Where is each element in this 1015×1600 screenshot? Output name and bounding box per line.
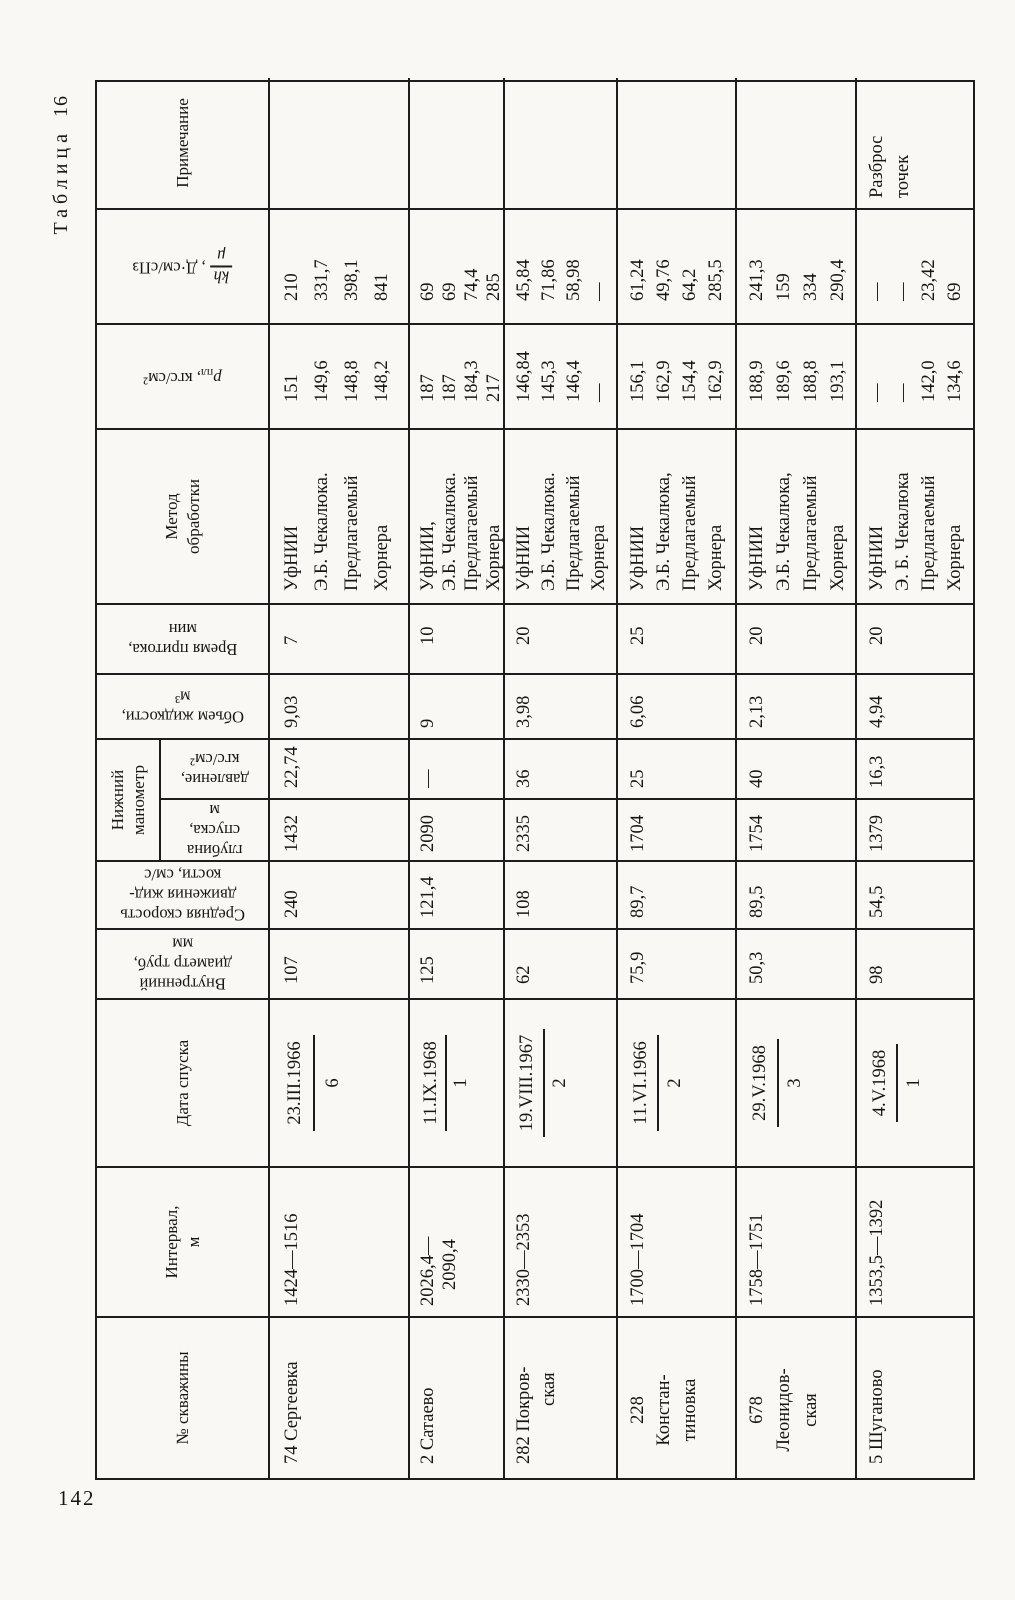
run-date-cell (737, 998, 857, 1166)
cell-line: 228 (628, 1396, 648, 1424)
cell-line: УфНИИ (514, 525, 534, 591)
cell-line: Хорнера (945, 524, 965, 591)
cell-line: 154,4 (680, 360, 700, 402)
cell-line: — (867, 282, 887, 301)
cell-line: 71,86 (539, 259, 559, 301)
pressure-cell (618, 738, 737, 798)
cell-line: 4,94 (867, 695, 887, 728)
interval-cell (737, 1166, 857, 1316)
cell-line: Э.Б. Чекалюка. (440, 472, 460, 591)
cell-line: — (589, 383, 609, 402)
note-cell (505, 78, 618, 208)
depth-cell (270, 798, 410, 860)
cell-line: УфНИИ (747, 525, 767, 591)
cell-line: 69 (440, 282, 460, 301)
cell-line: УфНИИ (282, 525, 302, 591)
interval-cell (270, 1166, 410, 1316)
cell-line: 146,84 (514, 351, 534, 402)
header-text: Метод обработки (162, 479, 203, 554)
diameter-cell (857, 928, 975, 998)
cell-line: точек (893, 154, 913, 198)
cell-line: 1700—1704 (628, 1213, 648, 1306)
volume-cell (857, 673, 975, 738)
cell-line: 64,2 (680, 268, 700, 301)
pressure-cell (505, 738, 618, 798)
cell-line: 45,84 (514, 259, 534, 301)
cell-line: 285,5 (706, 259, 726, 301)
cell-line: 1754 (747, 815, 767, 852)
header-inflow-time (97, 603, 270, 673)
cell-line: Предлагаемый (342, 475, 362, 591)
cell-line: Леонидов- (774, 1368, 794, 1452)
well-name-cell (410, 1316, 505, 1478)
date-fraction (420, 1035, 503, 1131)
header-text: Интервал, м (162, 1205, 203, 1279)
date-value: 11.IX.1968 (420, 1035, 447, 1131)
cell-line: 6,06 (628, 695, 648, 728)
interval-cell (618, 1166, 737, 1316)
cell-line: 210 (282, 273, 302, 301)
cell-line: 2026,4— (418, 1236, 438, 1306)
cell-line: 2090 (418, 815, 438, 852)
table-caption-number: 16 (50, 95, 72, 117)
date-count: 1 (904, 1078, 924, 1088)
time-cell (505, 603, 618, 673)
cell-line: Хорнера (828, 524, 848, 591)
header-reservoir-pressure (97, 323, 270, 428)
cell-line: Предлагаемый (919, 475, 939, 591)
run-date-cell (505, 998, 618, 1166)
cell-line: 334 (801, 273, 821, 301)
header-text: Нижний манометр (107, 765, 148, 835)
p-values-cell (505, 323, 618, 428)
header-text: Примечание (172, 98, 192, 188)
cell-line: 187 (418, 374, 438, 402)
pressure-cell (857, 738, 975, 798)
cell-line: 134,6 (945, 360, 965, 402)
diameter-cell (737, 928, 857, 998)
cell-line: Предлагаемый (462, 475, 482, 591)
cell-line: 69 (418, 282, 438, 301)
time-cell (737, 603, 857, 673)
pressure-cell (737, 738, 857, 798)
volume-cell (270, 673, 410, 738)
date-fraction (747, 1039, 855, 1127)
data-table (95, 80, 975, 1480)
interval-cell (857, 1166, 975, 1316)
interval-cell (410, 1166, 505, 1316)
cell-line: 1424—1516 (282, 1213, 302, 1306)
cell-line: 3,98 (514, 695, 534, 728)
cell-line: Э.Б. Чекалюка, (774, 472, 794, 591)
diameter-cell (410, 928, 505, 998)
cell-line: 107 (282, 956, 302, 984)
well-name-cell (505, 1316, 618, 1478)
cell-line: 1432 (282, 815, 302, 852)
cell-line: 217 (484, 374, 504, 402)
cell-line: — (893, 282, 913, 301)
cell-line: 2335 (514, 815, 534, 852)
date-fraction (867, 1044, 975, 1122)
cell-line: 74 Сергеевка (282, 1361, 302, 1464)
cell-line: 148,8 (342, 360, 362, 402)
cell-line: Предлагаемый (801, 475, 821, 591)
volume-cell (618, 673, 737, 738)
table-caption-word: Таблица (50, 129, 72, 235)
table-caption (50, 95, 73, 235)
date-value: 23.III.1966 (280, 1035, 315, 1130)
header-text-vertical: глубина спуска, м (186, 801, 243, 860)
cell-line: 10 (418, 626, 438, 645)
date-count: 6 (323, 1078, 343, 1088)
time-cell (270, 603, 410, 673)
header-interval (97, 1166, 270, 1316)
header-kh-mu (97, 208, 270, 323)
cell-line: 98 (867, 965, 887, 984)
cell-line: 285 (484, 273, 504, 301)
depth-cell (737, 798, 857, 860)
diameter-cell (618, 928, 737, 998)
cell-line: 36 (514, 769, 534, 788)
volume-cell (410, 673, 505, 738)
cell-line: 20 (514, 626, 534, 645)
cell-line: 62 (514, 965, 534, 984)
header-inner-diameter (97, 928, 270, 998)
cell-line: — (418, 769, 438, 788)
cell-line: 50,3 (747, 951, 767, 984)
cell-line: 2,13 (747, 695, 767, 728)
cell-line: 25 (628, 626, 648, 645)
well-name-cell (737, 1316, 857, 1478)
cell-line: Констан- (654, 1374, 674, 1446)
header-text-vertical: давление, кгс/см² (180, 750, 249, 789)
depth-cell (505, 798, 618, 860)
header-well-number (97, 1316, 270, 1478)
cell-line: 145,3 (539, 360, 559, 402)
cell-line: 89,7 (628, 885, 648, 918)
date-fraction (280, 1035, 408, 1130)
cell-line: 5 Шуганово (867, 1369, 887, 1464)
cell-line: Предлагаемый (564, 475, 584, 591)
cell-line: Хорнера (372, 524, 392, 591)
cell-line: 241,3 (747, 259, 767, 301)
cell-line: 146,4 (564, 360, 584, 402)
cell-line: 282 Покров- (514, 1366, 534, 1464)
cell-line: 54,5 (867, 885, 887, 918)
date-value: 4.V.1968 (867, 1044, 898, 1122)
note-cell (270, 78, 410, 208)
cell-line: 188,8 (801, 360, 821, 402)
run-date-cell (270, 998, 410, 1166)
header-text-vertical: Объем жидкости, м³ (121, 687, 244, 727)
header-run-depth (161, 798, 270, 860)
cell-line: ская (539, 1372, 559, 1406)
kh-values-cell (618, 208, 737, 323)
diameter-cell (505, 928, 618, 998)
cell-line: 108 (514, 890, 534, 918)
cell-line: Предлагаемый (680, 475, 700, 591)
method-cell (857, 428, 975, 603)
header-text-vertical: kh μ , Д·см/сПз (133, 247, 233, 286)
cell-line: 1758—1751 (747, 1213, 767, 1306)
time-cell (410, 603, 505, 673)
cell-line: 678 (747, 1396, 767, 1424)
p-values-cell (410, 323, 505, 428)
cell-line: 121,4 (418, 876, 438, 918)
kh-values-cell (270, 208, 410, 323)
cell-line: 20 (867, 626, 887, 645)
well-name-cell (857, 1316, 975, 1478)
cell-line: 25 (628, 769, 648, 788)
depth-cell (410, 798, 505, 860)
header-text-vertical: Внутренний диаметр труб, мм (133, 935, 232, 994)
header-text-vertical: Средняя скорость движения жид- кости, см/с (120, 866, 245, 925)
header-method (97, 428, 270, 603)
cell-line: Э.Б. Чекалюка. (539, 472, 559, 591)
header-run-date (97, 998, 270, 1166)
p-values-cell (270, 323, 410, 428)
cell-line: 20 (747, 626, 767, 645)
p-values-cell (618, 323, 737, 428)
cell-line: 74,4 (462, 268, 482, 301)
run-date-cell (857, 998, 975, 1166)
date-count: 1 (451, 1078, 471, 1088)
cell-line: Э. Б. Чекалюка (893, 472, 913, 591)
date-fraction (515, 1029, 616, 1138)
date-value: 29.V.1968 (747, 1039, 779, 1127)
method-cell (410, 428, 505, 603)
cell-line: Разброс (867, 135, 887, 198)
cell-line: 1379 (867, 815, 887, 852)
cell-line: 193,1 (828, 360, 848, 402)
date-count: 3 (785, 1078, 805, 1088)
time-cell (618, 603, 737, 673)
kh-values-cell (505, 208, 618, 323)
time-cell (857, 603, 975, 673)
pressure-cell (410, 738, 505, 798)
cell-line: УфНИИ, (418, 521, 438, 591)
cell-line: 9,03 (282, 695, 302, 728)
cell-line: 22,74 (282, 746, 302, 788)
cell-line: 40 (747, 769, 767, 788)
cell-line: 162,9 (654, 360, 674, 402)
header-avg-speed (97, 860, 270, 928)
volume-cell (737, 673, 857, 738)
cell-line: Хорнера (589, 524, 609, 591)
cell-line: 49,76 (654, 259, 674, 301)
page-number: 142 (58, 1486, 96, 1510)
header-pressure (161, 738, 270, 798)
cell-line: 184,3 (462, 360, 482, 402)
cell-line: 2 Сатаево (418, 1387, 438, 1464)
cell-line: 331,7 (312, 259, 332, 301)
header-lower-manometer (97, 738, 161, 860)
header-text-vertical: Время притока, мин (127, 619, 238, 659)
cell-line: — (893, 383, 913, 402)
note-cell (618, 78, 737, 208)
cell-line: 16,3 (867, 755, 887, 788)
cell-line: 2090,4 (440, 1239, 460, 1290)
cell-line: Хорнера (706, 524, 726, 591)
depth-cell (857, 798, 975, 860)
note-cell (410, 78, 505, 208)
cell-line: 151 (282, 374, 302, 402)
cell-line: 240 (282, 890, 302, 918)
cell-line: 188,9 (747, 360, 767, 402)
cell-line: 187 (440, 374, 460, 402)
cell-line: 290,4 (828, 259, 848, 301)
cell-line: 162,9 (706, 360, 726, 402)
cell-line: 89,5 (747, 885, 767, 918)
kh-values-cell (737, 208, 857, 323)
cell-line: 156,1 (628, 360, 648, 402)
speed-cell (410, 860, 505, 928)
header-note (97, 78, 270, 208)
date-fraction (628, 1035, 735, 1131)
p-values-cell (857, 323, 975, 428)
note-cell (857, 78, 975, 208)
cell-line: УфНИИ (867, 525, 887, 591)
speed-cell (737, 860, 857, 928)
note-cell (737, 78, 857, 208)
header-fluid-volume (97, 673, 270, 738)
cell-line: 125 (418, 956, 438, 984)
header-text: № скважины (172, 1351, 192, 1445)
cell-line: Э.Б. Чекалюка. (312, 472, 332, 591)
cell-line: 159 (774, 273, 794, 301)
cell-line: — (867, 383, 887, 402)
method-cell (737, 428, 857, 603)
pressure-cell (270, 738, 410, 798)
volume-cell (505, 673, 618, 738)
method-cell (270, 428, 410, 603)
speed-cell (505, 860, 618, 928)
run-date-cell (410, 998, 505, 1166)
cell-line: 61,24 (628, 259, 648, 301)
method-cell (505, 428, 618, 603)
cell-line: 149,6 (312, 360, 332, 402)
cell-line: тиновка (680, 1378, 700, 1442)
cell-line: 148,2 (372, 360, 392, 402)
depth-cell (618, 798, 737, 860)
cell-line: 58,98 (564, 259, 584, 301)
header-text: Дата спуска (172, 1039, 192, 1127)
method-cell (618, 428, 737, 603)
well-name-cell (618, 1316, 737, 1478)
speed-cell (270, 860, 410, 928)
cell-line: 142,0 (919, 360, 939, 402)
date-value: 11.VI.1966 (628, 1035, 659, 1131)
cell-line: 23,42 (919, 259, 939, 301)
run-date-cell (618, 998, 737, 1166)
cell-line: Хорнера (484, 524, 504, 591)
cell-line: 2330—2353 (514, 1213, 534, 1306)
cell-line: 75,9 (628, 951, 648, 984)
kh-values-cell (410, 208, 505, 323)
cell-line: 189,6 (774, 360, 794, 402)
cell-line: УфНИИ (628, 525, 648, 591)
cell-line: 398,1 (342, 259, 362, 301)
cell-line: 1704 (628, 815, 648, 852)
speed-cell (618, 860, 737, 928)
cell-line: ская (801, 1393, 821, 1427)
kh-values-cell (857, 208, 975, 323)
diameter-cell (270, 928, 410, 998)
speed-cell (857, 860, 975, 928)
p-values-cell (737, 323, 857, 428)
cell-line: 7 (282, 635, 302, 645)
cell-line: 69 (945, 282, 965, 301)
cell-line: 841 (372, 273, 392, 301)
cell-line: — (589, 282, 609, 301)
date-value: 19.VIII.1967 (515, 1029, 545, 1138)
kh-fraction: kh μ (211, 247, 233, 286)
header-text-vertical: $р_{пл}$, кгс/см² (143, 365, 222, 388)
interval-cell (505, 1166, 618, 1316)
cell-line: 1353,5—1392 (867, 1199, 887, 1306)
date-count: 2 (665, 1078, 685, 1088)
cell-line: 9 (418, 718, 438, 728)
well-name-cell (270, 1316, 410, 1478)
date-count: 2 (550, 1078, 570, 1088)
cell-line: Э.Б. Чекалюка, (654, 472, 674, 591)
